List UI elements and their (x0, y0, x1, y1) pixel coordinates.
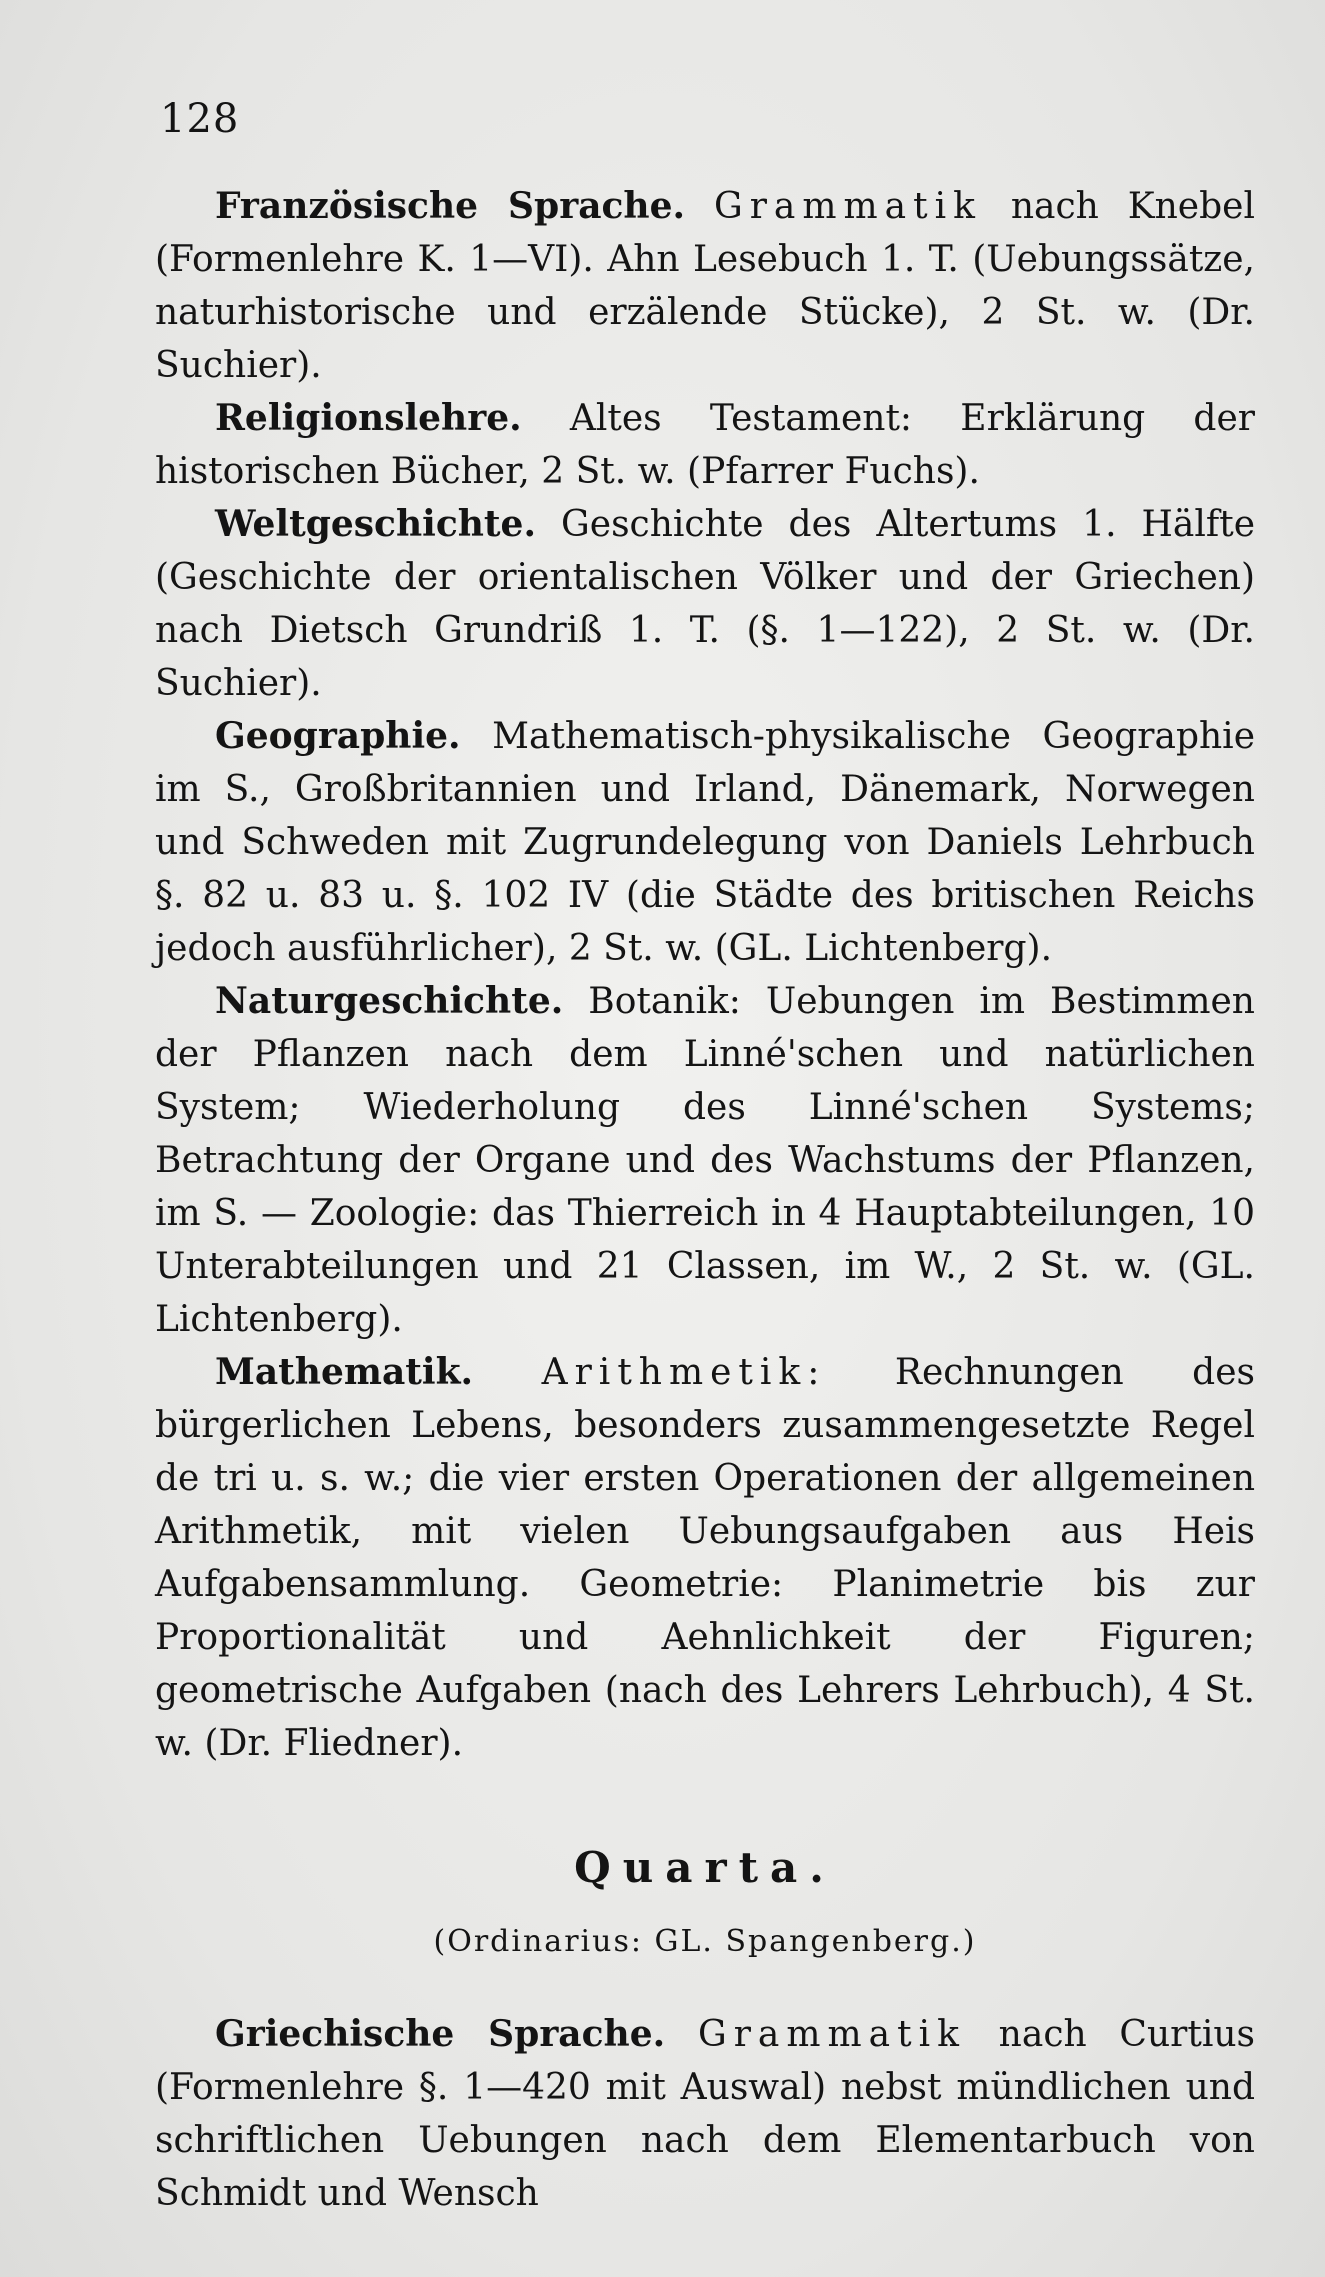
section-ordinarius: (Ordinarius: GL. Spangenberg.) (433, 1924, 977, 1959)
paragraph-text: Altes Testament: Erklärung der historischen Bücher, 2 St. w. (Pfarrer Fuchs). (155, 398, 1255, 492)
paragraph-franzoesisch (155, 180, 1255, 392)
paragraph-griechisch (155, 2008, 1255, 2220)
section-title: Quarta. (574, 1843, 836, 1892)
paragraph-text: nach Knebel (Formenlehre K. 1—VI). Ahn Lesebuch 1. T. (Uebungssätze, naturhistorische und erzälende Stücke), 2 St. w. (Dr. Suchier). (155, 186, 1255, 386)
paragraph-heading: Weltgeschichte. (215, 503, 536, 545)
paragraph-religion (155, 392, 1255, 498)
spaced-term: Arithmetik: (541, 1352, 827, 1393)
paragraph-heading: Mathematik. (215, 1351, 474, 1393)
paragraph-naturgeschichte (155, 975, 1255, 1346)
paragraph-heading: Naturgeschichte. (215, 980, 564, 1022)
page-number: 128 (160, 96, 240, 142)
text-body (155, 180, 1255, 2220)
paragraph-heading: Griechische Sprache. (215, 2013, 666, 2055)
paragraph-heading: Französische Sprache. (215, 185, 686, 227)
paragraph-text: Botanik: Uebungen im Bestimmen der Pflanzen nach dem Linné'schen und natürlichen System; Wiederholung des Linné'schen Systems; Betrachtung der Organe und des Wachstums der Pflanzen, im S. — Zoologie: das Thierreich in 4 Hauptabteilungen, 10 Unterabteilungen und 21 Classen, im W., 2 St. w. (GL. Lichtenberg). (155, 981, 1255, 1340)
paragraph-mathematik (155, 1346, 1255, 1770)
paragraph-text: Geschichte des Altertums 1. Hälfte (Geschichte der orientalischen Völker und der Griechen) nach Dietsch Grundriß 1. T. (§. 1—122), 2 St. w. (Dr. Suchier). (155, 504, 1256, 704)
paragraph-geographie (155, 710, 1255, 975)
paragraph-heading: Geographie. (215, 715, 461, 757)
paragraph-weltgeschichte (155, 498, 1255, 710)
spaced-term: Grammatik (697, 2014, 966, 2055)
paragraph-text: Mathematisch-physikalische Geographie im S., Großbritannien und Irland, Dänemark, Norwegen und Schweden mit Zugrundelegung von Daniels Lehrbuch §. 82 u. 83 u. §. 102 IV (die Städte des britischen Reichs jedoch ausführlicher), 2 St. w. (GL. Lichtenberg). (155, 716, 1255, 969)
paragraph-text: nach Curtius (Formenlehre §. 1—420 mit Auswal) nebst mündlichen und schriftlichen Uebungen nach dem Elementarbuch von Schmidt und Wensch (155, 2014, 1255, 2214)
paragraph-heading: Religionslehre. (215, 397, 522, 439)
spaced-term: Grammatik (713, 186, 982, 227)
paragraph-text: Rechnungen des bürgerlichen Lebens, besonders zusammengesetzte Regel de tri u. s. w.; die vier ersten Operationen der allgemeinen Arithmetik, mit vielen Uebungsaufgaben aus Heis Aufgabensammlung. Geometrie: Planimetrie bis zur Proportionalität und Aehnlichkeit der Figuren; geometrische Aufgaben (nach des Lehrers Lehrbuch), 4 St. w. (Dr. Fliedner). (155, 1352, 1256, 1764)
